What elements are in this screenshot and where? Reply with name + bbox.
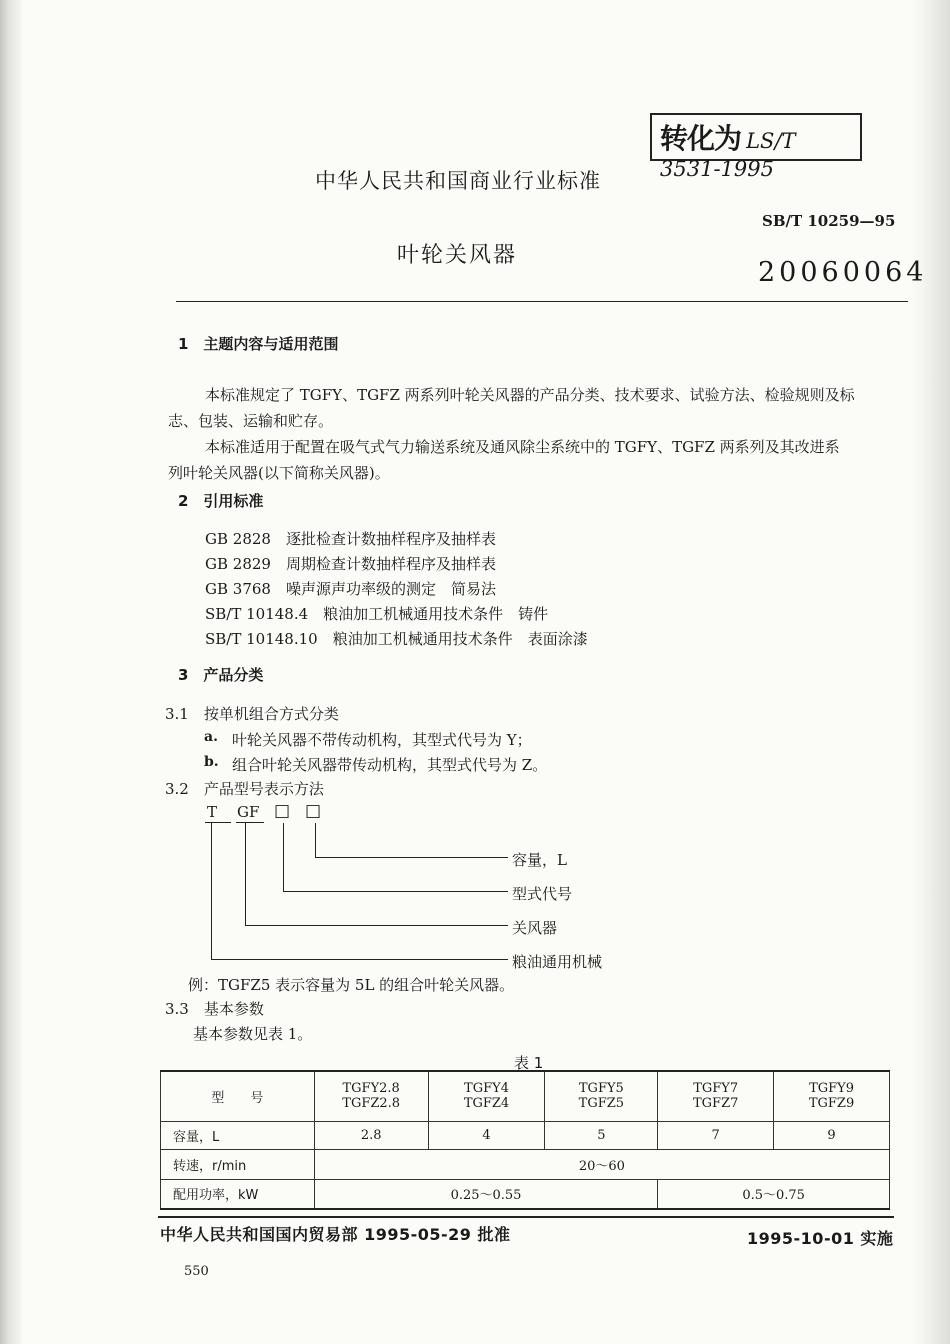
list-item-a: 叶轮关风器不带传动机构，其型式代号为 Y； bbox=[232, 731, 532, 749]
code-box-type: □ bbox=[274, 801, 291, 821]
speed-label: 转速，r/min bbox=[161, 1149, 315, 1179]
section-3-3-heading: 3.3 基本参数 bbox=[165, 1000, 264, 1018]
reference-item: SB/T 10148.4 粮油加工机械通用技术条件 铸件 bbox=[205, 605, 549, 623]
section-3-2-heading: 3.2 产品型号表示方法 bbox=[165, 780, 324, 798]
effective-date: 1995-10-01 实施 bbox=[747, 1229, 894, 1248]
capacity-cell: 9 bbox=[774, 1121, 890, 1149]
legend-machinery: 粮油通用机械 bbox=[512, 953, 603, 971]
power-label: 配用功率，kW bbox=[161, 1179, 315, 1209]
section-1-para-2-line-1: 本标准适用于配置在吸气式气力输送系统及通风除尘系统中的 TGFY、TGFZ 两系列及其改进系 bbox=[205, 438, 840, 456]
list-item-b: 组合叶轮关风器带传动机构，其型式代号为 Z。 bbox=[232, 756, 548, 774]
section-1-para-1-line-1: 本标准规定了 TGFY、TGFZ 两系列叶轮关风器的产品分类、技术要求、试验方法、检验规则及标 bbox=[205, 386, 855, 404]
leader-line-machinery bbox=[211, 823, 508, 960]
example-text: 例：TGFZ5 表示容量为 5L 的组合叶轮关风器。 bbox=[188, 976, 515, 994]
legend-capacity: 容量，L bbox=[512, 851, 567, 869]
legend-fan: 关风器 bbox=[512, 919, 558, 937]
section-1-para-2-line-2: 列叶轮关风器(以下简称关风器)。 bbox=[168, 464, 390, 482]
reference-item: GB 3768 噪声源声功率级的测定 简易法 bbox=[205, 580, 496, 598]
scan-edge-left bbox=[0, 0, 22, 1344]
code-letters-gf: GF bbox=[237, 803, 260, 821]
approval-line: 中华人民共和国国内贸易部 1995-05-29 批准 bbox=[160, 1225, 511, 1244]
capacity-cell: 2.8 bbox=[314, 1121, 428, 1149]
table-caption: 表 1 bbox=[514, 1054, 544, 1072]
model-header: 型 号 bbox=[161, 1071, 315, 1121]
page-number: 550 bbox=[184, 1264, 209, 1279]
section-2-heading: 2 引用标准 bbox=[178, 492, 264, 510]
reference-item: SB/T 10148.10 粮油加工机械通用技术条件 表面涂漆 bbox=[205, 630, 588, 648]
table-row bbox=[161, 1179, 890, 1209]
model-cell: TGFY2.8 TGFZ2.8 bbox=[314, 1071, 428, 1121]
table-row bbox=[161, 1071, 890, 1121]
archive-number: 20060064 bbox=[758, 257, 928, 288]
code-box-capacity: □ bbox=[305, 801, 322, 821]
conversion-stamp bbox=[650, 113, 862, 181]
table-row bbox=[161, 1121, 890, 1149]
legend-type-code: 型式代号 bbox=[512, 885, 573, 903]
list-mark-a: a. bbox=[204, 729, 218, 745]
document-title: 叶轮关风器 bbox=[397, 243, 518, 268]
section-3-3-text: 基本参数见表 1。 bbox=[193, 1025, 313, 1043]
model-cell: TGFY4 TGFZ4 bbox=[428, 1071, 545, 1121]
section-3-1-heading: 3.1 按单机组合方式分类 bbox=[165, 705, 339, 723]
scan-edge-right bbox=[910, 0, 950, 1344]
header-rule bbox=[176, 301, 908, 302]
model-cell: TGFY5 TGFZ5 bbox=[545, 1071, 658, 1121]
capacity-cell: 7 bbox=[658, 1121, 774, 1149]
section-3-heading: 3 产品分类 bbox=[178, 666, 264, 684]
footer-rule bbox=[158, 1216, 894, 1218]
speed-cell: 20～60 bbox=[314, 1149, 889, 1179]
reference-item: GB 2829 周期检查计数抽样程序及抽样表 bbox=[205, 555, 496, 573]
section-1-para-1-line-2: 志、包装、运输和贮存。 bbox=[168, 412, 334, 430]
list-mark-b: b. bbox=[204, 754, 219, 770]
model-cell: TGFY7 TGFZ7 bbox=[658, 1071, 774, 1121]
stamp-code: LS/T 3531-1995 bbox=[660, 129, 796, 181]
parameter-table bbox=[160, 1070, 890, 1210]
standard-category: 中华人民共和国商业行业标准 bbox=[315, 169, 601, 193]
model-cell: TGFY9 TGFZ9 bbox=[774, 1071, 890, 1121]
capacity-cell: 4 bbox=[428, 1121, 545, 1149]
reference-item: GB 2828 逐批检查计数抽样程序及抽样表 bbox=[205, 530, 496, 548]
capacity-cell: 5 bbox=[545, 1121, 658, 1149]
code-letter-t: T bbox=[207, 803, 218, 821]
stamp-main: 转化为 bbox=[660, 122, 742, 155]
section-1-heading: 1 主题内容与适用范围 bbox=[178, 335, 339, 353]
power-cell: 0.25～0.55 bbox=[314, 1179, 658, 1209]
power-cell: 0.5～0.75 bbox=[658, 1179, 890, 1209]
standard-number: SB/T 10259—95 bbox=[762, 212, 896, 230]
capacity-label: 容量，L bbox=[161, 1121, 315, 1149]
table-row bbox=[161, 1149, 890, 1179]
